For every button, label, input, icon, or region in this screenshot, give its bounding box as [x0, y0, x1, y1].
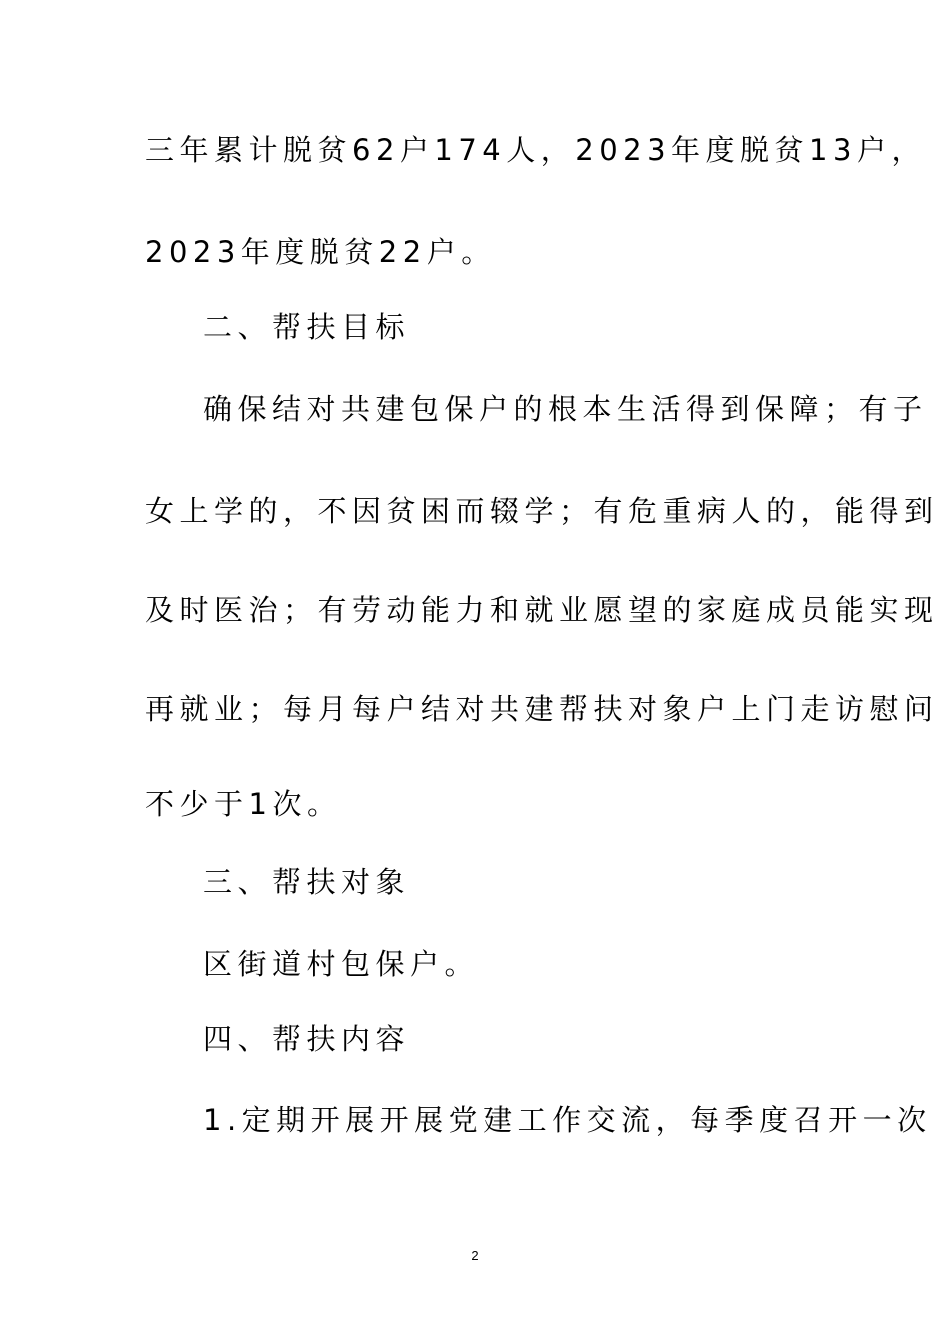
text-line: 及时医治；有劳动能力和就业愿望的家庭成员能实现 [145, 593, 939, 627]
page-number: 2 [471, 1248, 479, 1263]
text-line: 再就业；每月每户结对共建帮扶对象户上门走访慰问 [145, 692, 939, 726]
text-line: 女上学的，不因贫困而辍学；有危重病人的，能得到 [145, 494, 939, 528]
section-heading: 四、帮扶内容 [203, 1022, 411, 1056]
text-line: 三年累计脱贫62户174人，2023年度脱贫13户， [145, 133, 926, 167]
text-line: 2023年度脱贫22户。 [145, 235, 496, 269]
text-line: 1.定期开展开展党建工作交流，每季度召开一次 [203, 1103, 932, 1137]
text-line: 不少于1次。 [145, 787, 342, 821]
text-line: 确保结对共建包保户的根本生活得到保障；有子 [203, 392, 928, 426]
text-line: 区街道村包保户。 [203, 947, 480, 981]
section-heading: 三、帮扶对象 [203, 865, 411, 899]
section-heading: 二、帮扶目标 [203, 310, 411, 344]
